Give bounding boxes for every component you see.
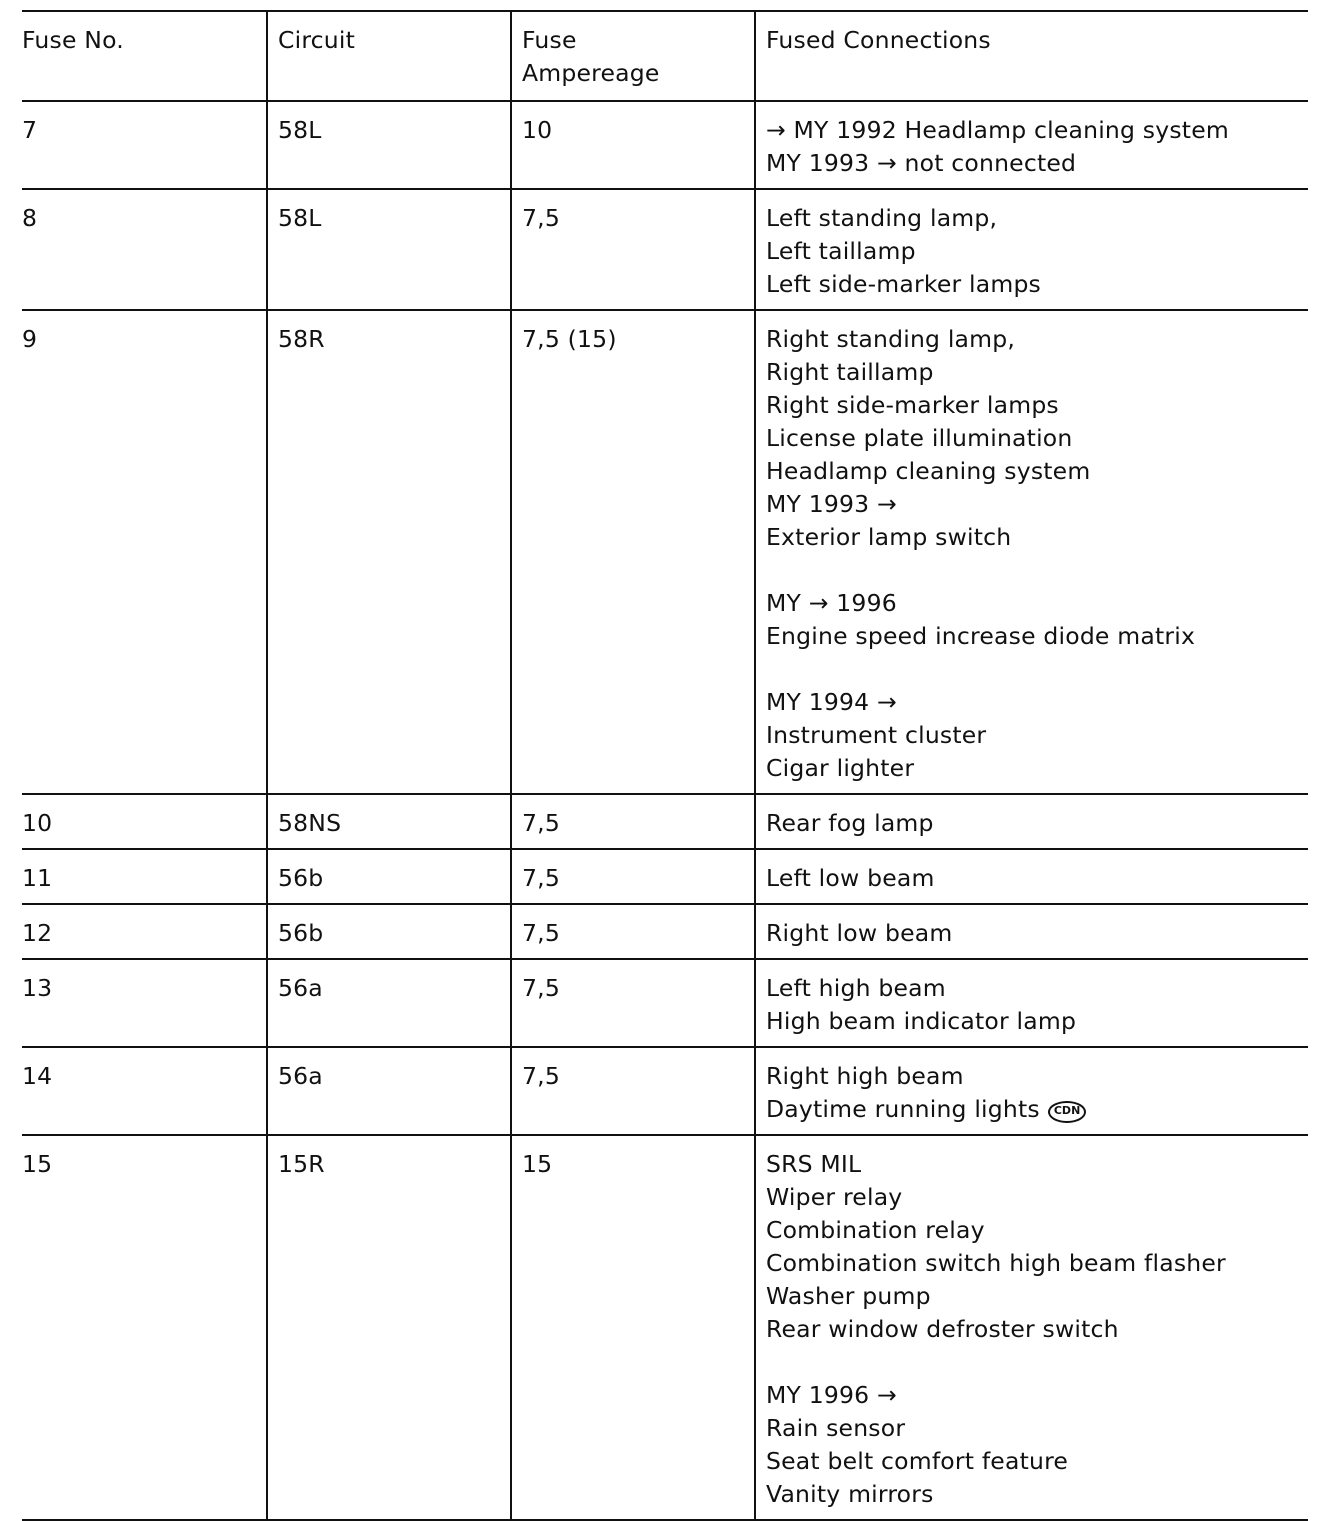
header-text: Fused Connections (766, 26, 991, 54)
connection-line: Daytime running lights (766, 1095, 1040, 1123)
connection-line: Combination switch high beam flasher (766, 1249, 1226, 1277)
connection-line: Engine speed increase diode matrix (766, 622, 1196, 650)
table-row (22, 794, 1308, 849)
circuit-cell: 58R (267, 310, 511, 794)
ampereage-cell: 7,5 (511, 794, 755, 849)
fused-connections-cell (755, 1135, 1308, 1520)
connection-line (766, 1346, 1298, 1379)
circuit-cell: 58NS (267, 794, 511, 849)
fuse-table (22, 10, 1308, 1521)
circuit-cell: 56a (267, 1047, 511, 1135)
connection-line: Exterior lamp switch (766, 523, 1012, 551)
connection-line: Washer pump (766, 1282, 931, 1310)
connection-line: Cigar lighter (766, 754, 915, 782)
ampereage-cell: 7,5 (511, 189, 755, 310)
connection-line: Seat belt comfort feature (766, 1447, 1069, 1475)
ampereage-cell: 10 (511, 101, 755, 189)
connection-line: MY 1993 → not connected (766, 149, 1077, 177)
connection-line: → MY 1992 Headlamp cleaning system (766, 116, 1229, 144)
fuse-number-cell: 15 (22, 1150, 53, 1178)
fuse-number-cell: 10 (22, 809, 53, 837)
header-circuit (267, 11, 511, 101)
header-fuse-no (22, 11, 267, 101)
table-header (22, 11, 1308, 101)
fuse-number-cell: 7 (22, 116, 38, 144)
circuit-cell: 15R (267, 1135, 511, 1520)
connection-line: Right standing lamp, (766, 325, 1016, 353)
fused-connections-cell (755, 904, 1308, 959)
circuit-cell: 56b (267, 849, 511, 904)
fuse-number-cell: 12 (22, 919, 53, 947)
connection-line: Instrument cluster (766, 721, 987, 749)
circuit-cell: 58L (267, 189, 511, 310)
header-fused-connections (755, 11, 1308, 101)
ampereage-cell: 7,5 (511, 959, 755, 1047)
connection-line: High beam indicator lamp (766, 1007, 1077, 1035)
fuse-table-sheet (22, 10, 1308, 1521)
ampereage-cell: 7,5 (511, 849, 755, 904)
connection-line (766, 653, 1298, 686)
table-row (22, 310, 1308, 794)
connection-line-with-badge (766, 1093, 1298, 1126)
connection-line (766, 554, 1298, 587)
connection-line: Rear fog lamp (766, 809, 934, 837)
table-row (22, 959, 1308, 1047)
connection-line: Left standing lamp, (766, 204, 998, 232)
connection-line: Left side-marker lamps (766, 270, 1042, 298)
fused-connections-cell (755, 101, 1308, 189)
table-row (22, 849, 1308, 904)
connection-line: MY 1993 → (766, 490, 897, 518)
connection-line: Right low beam (766, 919, 953, 947)
table-row (22, 189, 1308, 310)
fused-connections-cell (755, 849, 1308, 904)
fused-connections-cell (755, 794, 1308, 849)
table-row (22, 1047, 1308, 1135)
connection-line: Vanity mirrors (766, 1480, 934, 1508)
connection-line: MY 1994 → (766, 688, 897, 716)
fuse-number-cell: 8 (22, 204, 38, 232)
cdn-badge-icon: CDN (1048, 1101, 1086, 1123)
table-row (22, 1135, 1308, 1520)
header-fuse-ampereage (511, 11, 755, 101)
connection-line: Left low beam (766, 864, 935, 892)
fused-connections-cell (755, 189, 1308, 310)
fuse-number-cell: 13 (22, 974, 53, 1002)
connection-line: SRS MIL (766, 1150, 862, 1178)
connection-line: MY → 1996 (766, 589, 897, 617)
ampereage-cell: 7,5 (15) (511, 310, 755, 794)
connection-line: Right high beam (766, 1062, 964, 1090)
connection-line: Headlamp cleaning system (766, 457, 1091, 485)
connection-line: Wiper relay (766, 1183, 903, 1211)
circuit-cell: 58L (267, 101, 511, 189)
connection-line: Right taillamp (766, 358, 934, 386)
fuse-number-cell: 9 (22, 325, 38, 353)
fused-connections-cell (755, 310, 1308, 794)
header-text: Ampereage (522, 59, 660, 87)
connection-line: MY 1996 → (766, 1381, 897, 1409)
fused-connections-cell (755, 1047, 1308, 1135)
connection-line: Rear window defroster switch (766, 1315, 1119, 1343)
ampereage-cell: 15 (511, 1135, 755, 1520)
circuit-cell: 56b (267, 904, 511, 959)
fuse-number-cell: 11 (22, 864, 53, 892)
ampereage-cell: 7,5 (511, 904, 755, 959)
header-text: Circuit (278, 26, 356, 54)
header-text: Fuse No. (22, 26, 124, 54)
connection-line: License plate illumination (766, 424, 1073, 452)
table-body (22, 101, 1308, 1520)
ampereage-cell: 7,5 (511, 1047, 755, 1135)
connection-line: Left taillamp (766, 237, 916, 265)
connection-line: Left high beam (766, 974, 946, 1002)
connection-line: Combination relay (766, 1216, 985, 1244)
table-row (22, 904, 1308, 959)
connection-line: Rain sensor (766, 1414, 906, 1442)
connection-line: Right side-marker lamps (766, 391, 1059, 419)
fused-connections-cell (755, 959, 1308, 1047)
header-text: Fuse (522, 26, 577, 54)
table-row (22, 101, 1308, 189)
fuse-number-cell: 14 (22, 1062, 53, 1090)
header-row (22, 11, 1308, 101)
circuit-cell: 56a (267, 959, 511, 1047)
